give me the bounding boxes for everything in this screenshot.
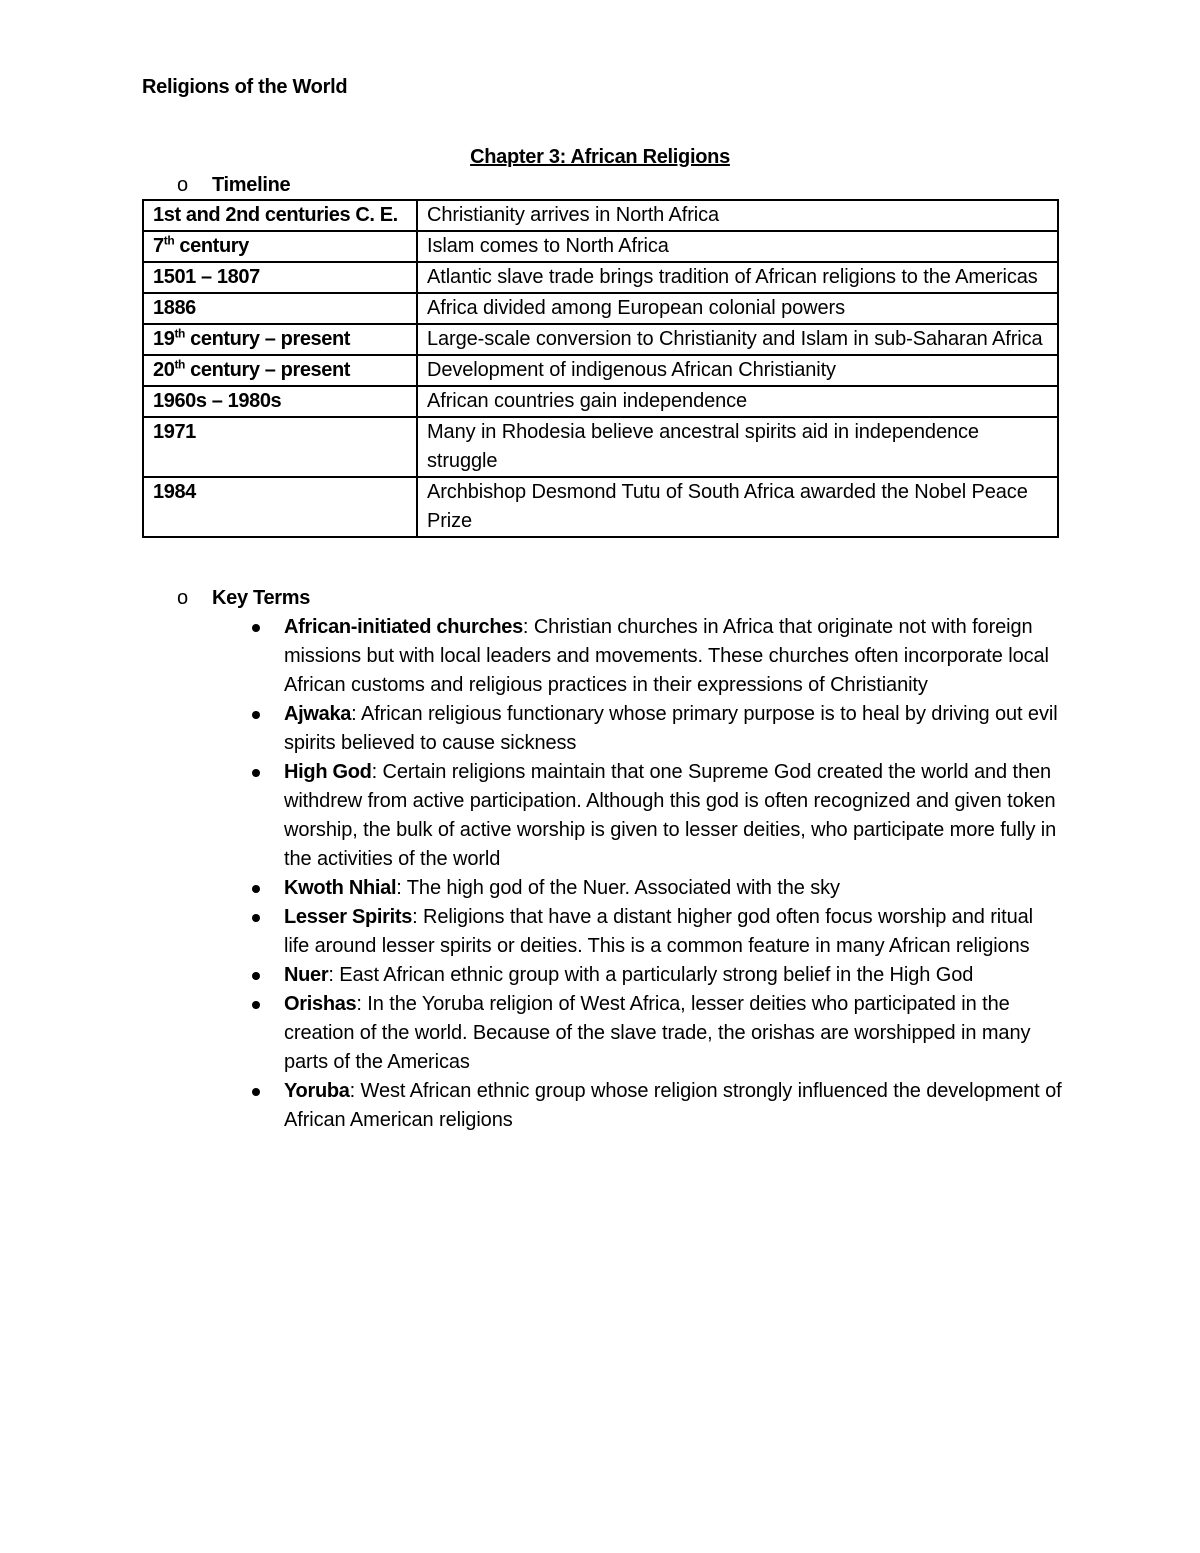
key-term-item [248,1077,1063,1135]
timeline-row [143,231,1058,262]
timeline-date-text: 19 [153,328,175,350]
bullet-icon [252,711,260,719]
ordinal-suffix: th [174,326,185,341]
timeline-row [143,200,1058,231]
bullet-icon [252,1088,260,1096]
timeline-date [143,355,417,386]
timeline-date [143,200,417,231]
key-term-item [248,758,1063,874]
timeline-event: Africa divided among European colonial powers [417,293,1058,324]
document-header: Religions of the World [142,76,348,98]
timeline-date [143,262,417,293]
timeline-event: Islam comes to North Africa [417,231,1058,262]
key-term: Kwoth Nhial [284,877,397,899]
timeline-date-text: 1501 – 1807 [153,266,260,288]
timeline-date [143,477,417,537]
timeline-date [143,386,417,417]
timeline-row [143,417,1058,477]
key-term-item [248,613,1063,700]
key-term-item [248,874,1063,903]
bullet-icon [252,1001,260,1009]
bullet-icon [252,914,260,922]
timeline-heading [177,171,290,200]
key-term: Lesser Spirits [284,906,413,928]
timeline-event: Development of indigenous African Christianity [417,355,1058,386]
timeline-event: African countries gain independence [417,386,1058,417]
timeline-table [142,199,1059,538]
key-term-definition: : African religious functionary whose primary purpose is to heal by driving out evil spirits believed to cause sickness [284,703,1058,754]
timeline-row [143,293,1058,324]
timeline-heading-label: Timeline [212,174,291,196]
key-term-item [248,990,1063,1077]
timeline-date-text: 1st and 2nd centuries C. E. [153,204,398,226]
key-term: High God [284,761,372,783]
timeline-date [143,417,417,477]
timeline-event: Christianity arrives in North Africa [417,200,1058,231]
timeline-date-text: 1971 [153,421,196,443]
timeline-date [143,324,417,355]
timeline-date-text: century – present [184,359,351,381]
key-term-definition: : West African ethnic group whose religion strongly influenced the development of African American religions [284,1080,1062,1131]
timeline-date [143,231,417,262]
key-term-item [248,700,1063,758]
timeline-date-text: 1960s – 1980s [153,390,282,412]
timeline-event: Large-scale conversion to Christianity and Islam in sub-Saharan Africa [417,324,1058,355]
key-term-definition: : The high god of the Nuer. Associated with the sky [396,877,840,899]
ordinal-suffix: th [174,357,185,372]
timeline-event: Atlantic slave trade brings tradition of African religions to the Americas [417,262,1058,293]
timeline-event: Archbishop Desmond Tutu of South Africa awarded the Nobel Peace Prize [417,477,1058,537]
bullet-icon [252,972,260,980]
key-term: Nuer [284,964,329,986]
ordinal-suffix: th [163,233,175,248]
key-term-definition: : East African ethnic group with a particularly strong belief in the High God [328,964,974,986]
timeline-date-text: 7 [153,235,164,257]
timeline-date-text: 1886 [153,297,196,319]
timeline-row [143,262,1058,293]
chapter-title: Chapter 3: African Religions [470,146,730,168]
key-terms-list [248,613,1063,1135]
timeline-row [143,386,1058,417]
timeline-date-text: century – present [184,328,351,350]
key-terms-heading-label: Key Terms [212,587,311,609]
outline-bullet: o [177,174,188,196]
timeline-date-text: 20 [153,359,175,381]
timeline-date-text: century [174,235,249,257]
timeline-date-text: 1984 [153,481,196,503]
timeline-row [143,477,1058,537]
key-term-item [248,961,1063,990]
timeline-row [143,324,1058,355]
key-term-definition: : Religions that have a distant higher god often focus worship and ritual life around lesser spirits or deities. This is a common feature in many African religions [284,906,1033,957]
bullet-icon [252,769,260,777]
outline-bullet: o [177,587,188,609]
key-term-definition: : Certain religions maintain that one Supreme God created the world and then withdrew from active participation. Although this god is often recognized and given token worship, the bulk of active worship is given to lesser deities, who participate more fully in the activities of the world [284,761,1057,870]
key-terms-heading [177,584,310,613]
key-term: Orishas [284,993,357,1015]
key-term-definition: : Christian churches in Africa that originate not with foreign missions but with local leaders and movements. These churches often incorporate local African customs and religious practices in their expressions of Christianity [284,616,1049,696]
key-term: Ajwaka [284,703,352,725]
bullet-icon [252,885,260,893]
key-term-definition: : In the Yoruba religion of West Africa, lesser deities who participated in the creation of the world. Because of the slave trade, the orishas are worshipped in many parts of the Americas [284,993,1031,1073]
key-term: African-initiated churches [284,616,523,638]
timeline-event: Many in Rhodesia believe ancestral spirits aid in independence struggle [417,417,1058,477]
timeline-date [143,293,417,324]
key-term: Yoruba [284,1080,350,1102]
key-term-item [248,903,1063,961]
timeline-row [143,355,1058,386]
bullet-icon [252,624,260,632]
